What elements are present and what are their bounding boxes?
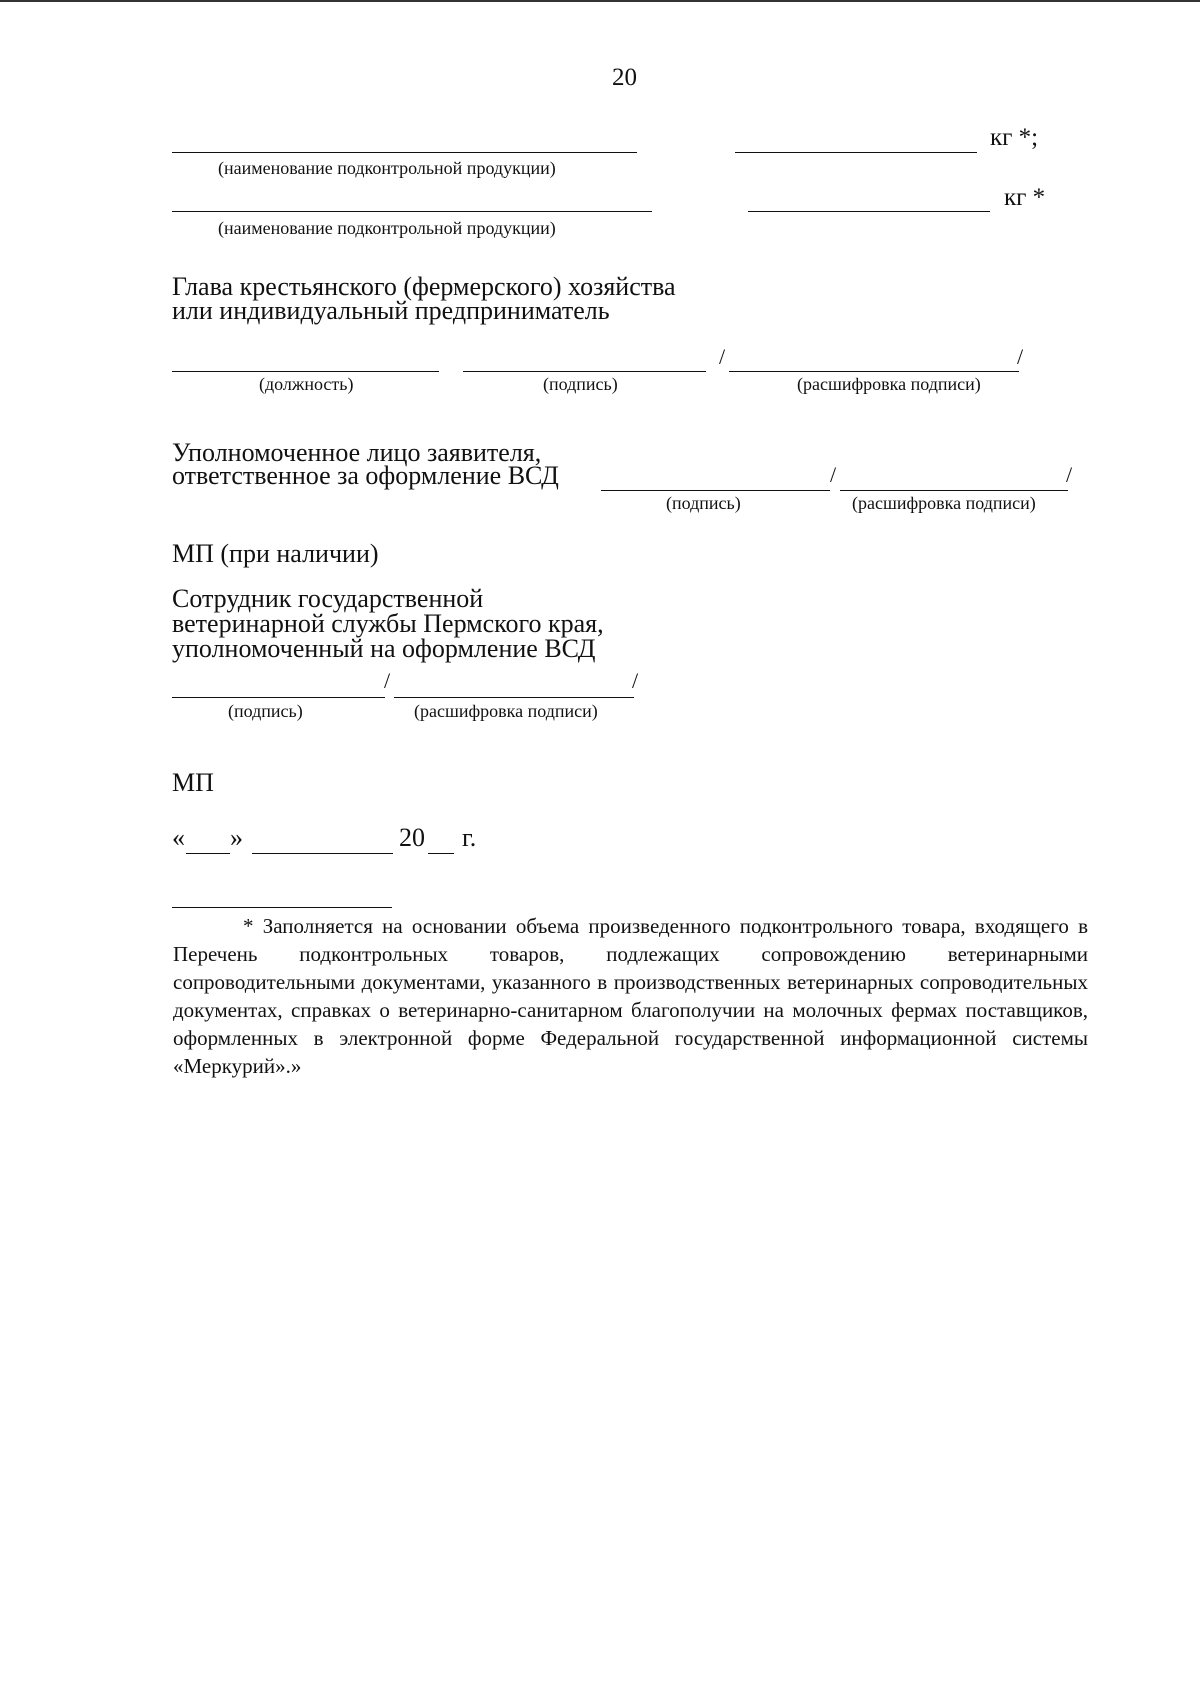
product-caption-1: (наименование подконтрольной продукции) bbox=[218, 158, 556, 178]
product-name-line-1[interactable] bbox=[172, 152, 637, 153]
page-number: 20 bbox=[612, 64, 637, 91]
vet-slash-2: / bbox=[632, 668, 639, 693]
product-name-line-2[interactable] bbox=[172, 211, 652, 212]
farm-head-position-line[interactable] bbox=[172, 371, 439, 372]
footnote-separator bbox=[172, 907, 392, 908]
applicant-title-line1: Уполномоченное лицо заявителя, bbox=[172, 438, 542, 467]
applicant-signature-line[interactable] bbox=[601, 490, 830, 491]
date-open-quote: « bbox=[172, 823, 185, 852]
footnote bbox=[173, 912, 1088, 1080]
date-year-prefix: 20 bbox=[399, 823, 425, 852]
farm-head-slash-1: / bbox=[719, 344, 726, 369]
farm-head-title-line2: или индивидуальный предприниматель bbox=[172, 296, 610, 325]
applicant-slash-1: / bbox=[830, 462, 837, 487]
applicant-slash-2: / bbox=[1066, 462, 1073, 487]
farm-head-title-line1: Глава крестьянского (фермерского) хозяйства bbox=[172, 272, 676, 301]
farm-head-caption-position: (должность) bbox=[259, 374, 354, 394]
date-year-suffix: г. bbox=[462, 823, 477, 852]
applicant-caption-signature: (подпись) bbox=[666, 493, 741, 513]
product-caption-2: (наименование подконтрольной продукции) bbox=[218, 218, 556, 238]
product-qty-line-2[interactable] bbox=[748, 211, 990, 212]
vet-signature-line[interactable] bbox=[172, 697, 385, 698]
unit-kg-1: кг *; bbox=[990, 124, 1039, 151]
stamp-label: МП bbox=[172, 768, 214, 797]
vet-caption-decoding: (расшифровка подписи) bbox=[414, 701, 598, 721]
vet-decoding-line[interactable] bbox=[394, 697, 634, 698]
product-qty-line-1[interactable] bbox=[735, 152, 977, 153]
farm-head-caption-signature: (подпись) bbox=[543, 374, 618, 394]
date-close-quote: » bbox=[230, 823, 243, 852]
unit-kg-2: кг * bbox=[1004, 184, 1046, 211]
page-top-edge bbox=[0, 0, 1200, 2]
applicant-caption-decoding: (расшифровка подписи) bbox=[852, 493, 1036, 513]
footnote-text: * Заполняется на основании объема произведенного подконтрольного товара, входящего в Перечень подконтрольных товаров, подлежащих сопровождению ветеринарными сопроводительными документами, указанного в производственных ветеринарных сопроводительных документах, справках о ветеринарно-санитарном благополучии на молочных фермах поставщиков, оформленных в электронной форме Федеральной государственной информационной системы «Меркурий».» bbox=[173, 914, 1088, 1078]
date-month-line[interactable] bbox=[252, 853, 393, 854]
vet-slash-1: / bbox=[384, 668, 391, 693]
vet-title-line2: ветеринарной службы Пермского края, bbox=[172, 609, 604, 638]
vet-title-line3: уполномоченный на оформление ВСД bbox=[172, 634, 596, 663]
applicant-decoding-line[interactable] bbox=[840, 490, 1068, 491]
applicant-title-line2: ответственное за оформление ВСД bbox=[172, 461, 559, 490]
stamp-optional-label: МП (при наличии) bbox=[172, 539, 379, 568]
farm-head-caption-decoding: (расшифровка подписи) bbox=[797, 374, 981, 394]
farm-head-decoding-line[interactable] bbox=[729, 371, 1019, 372]
farm-head-slash-2: / bbox=[1017, 344, 1024, 369]
farm-head-signature-line[interactable] bbox=[463, 371, 706, 372]
vet-caption-signature: (подпись) bbox=[228, 701, 303, 721]
date-year-line[interactable] bbox=[428, 853, 454, 854]
vet-title-line1: Сотрудник государственной bbox=[172, 584, 484, 613]
date-day-line[interactable] bbox=[186, 853, 230, 854]
